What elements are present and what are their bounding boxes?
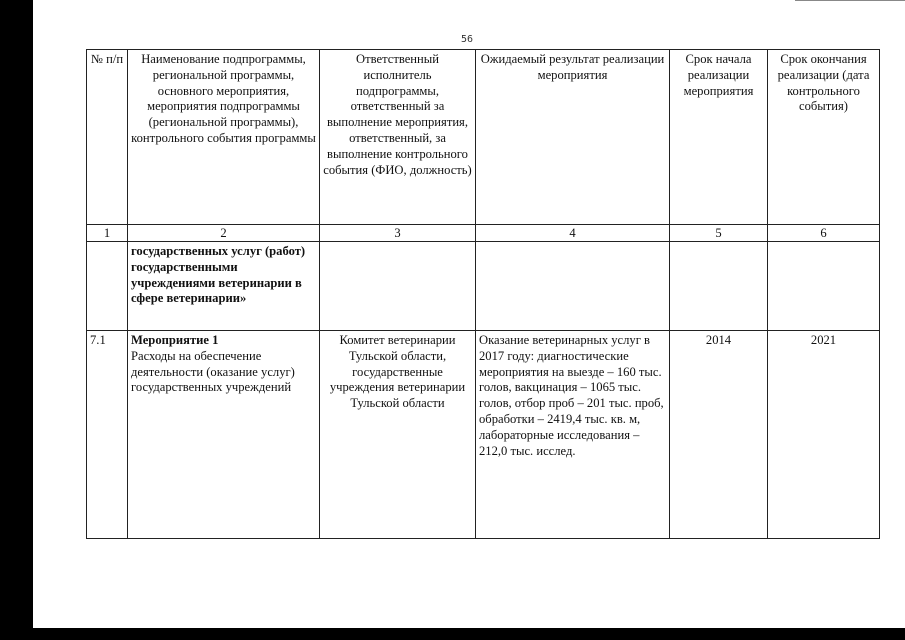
table-row: [87, 331, 880, 539]
scan-top-line: [795, 0, 905, 1]
row-result: Оказание ветеринарных услуг в 2017 году: диагностические мероприятия на выезде – 160 тыс. голов, вакцинация – 1065 тыс. голов, отбор проб – 201 тыс. проб, обработки – 2419,4 тыс. кв. м, лабораторные исследования – 212,0 тыс. исслед.: [476, 331, 670, 539]
table-header-row: [87, 50, 880, 225]
column-number-row: [87, 225, 880, 242]
row-title: Мероприятие 1: [131, 333, 219, 347]
header-end: Срок окончания реализации (дата контрольного события): [768, 50, 880, 225]
header-result: Ожидаемый результат реализации мероприятия: [476, 50, 670, 225]
row-title: государственных услуг (работ) государственными учреждениями ветеринарии в сфере ветеринарии»: [128, 242, 320, 331]
row-result: [476, 242, 670, 331]
row-num: [87, 242, 128, 331]
row-executor: [320, 242, 476, 331]
table-row: [87, 242, 880, 331]
header-num: № п/п: [87, 50, 128, 225]
row-end: [768, 242, 880, 331]
page-number: 56: [460, 34, 474, 45]
header-name: Наименование подпрограммы, региональной программы, основного мероприятия, мероприятия подпрограммы (региональной программы), контрольного события программы: [128, 50, 320, 225]
column-number: 3: [320, 225, 476, 242]
column-number: 5: [670, 225, 768, 242]
column-number: 2: [128, 225, 320, 242]
column-number: 1: [87, 225, 128, 242]
row-executor: Комитет ветеринарии Тульской области, государственные учреждения ветеринарии Тульской области: [320, 331, 476, 539]
row-num: 7.1: [87, 331, 128, 539]
program-table: [86, 49, 880, 539]
scan-left-border: [0, 0, 33, 640]
row-end: 2021: [768, 331, 880, 539]
row-description: Расходы на обеспечение деятельности (оказание услуг) государственных учреждений: [131, 348, 295, 395]
header-executor: Ответственный исполнитель подпрограммы, ответственный за выполнение мероприятия, ответственный, за выполнение контрольного события (ФИО, должность): [320, 50, 476, 225]
row-name-cell: [128, 331, 320, 539]
row-start: 2014: [670, 331, 768, 539]
column-number: 6: [768, 225, 880, 242]
header-start: Срок начала реализации мероприятия: [670, 50, 768, 225]
row-start: [670, 242, 768, 331]
column-number: 4: [476, 225, 670, 242]
scan-bottom-border: [33, 628, 905, 640]
